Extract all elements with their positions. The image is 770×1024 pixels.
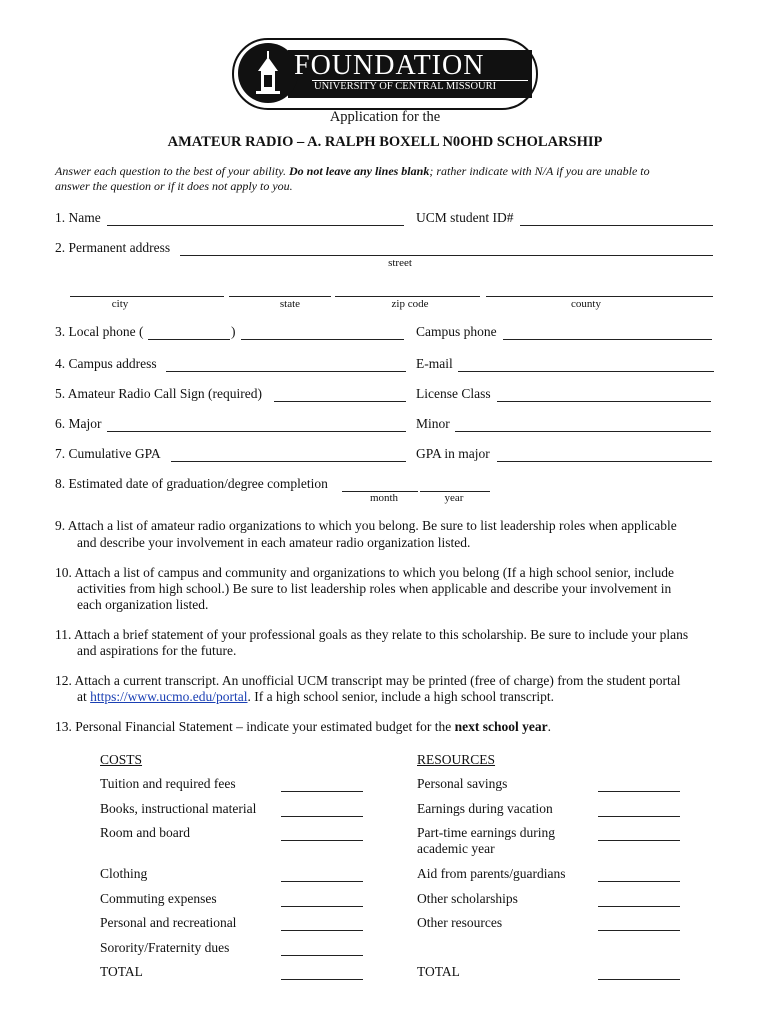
resource-total: TOTAL <box>417 964 460 979</box>
cost-room-board-field[interactable] <box>281 840 363 841</box>
call-sign-label: 5. Amateur Radio Call Sign (required) <box>55 386 262 401</box>
resource-savings-field[interactable] <box>598 791 680 792</box>
q11-line-1: 11. Attach a brief statement of your professional goals as they relate to this scholarship. Be sure to include your plans <box>55 627 689 642</box>
name-label: 1. Name <box>55 210 101 225</box>
student-id-field[interactable] <box>520 225 713 226</box>
cost-sorority: Sorority/Fraternity dues <box>100 940 230 955</box>
cost-tuition-field[interactable] <box>281 791 363 792</box>
street-caption: street <box>388 257 412 269</box>
cost-personal: Personal and recreational <box>100 915 237 930</box>
foundation-logo <box>232 38 538 110</box>
resources-header: RESOURCES <box>417 752 496 767</box>
county-field[interactable] <box>486 296 713 297</box>
cost-personal-field[interactable] <box>281 930 363 931</box>
area-code-close: ) <box>231 324 236 339</box>
county-caption: county <box>571 298 601 310</box>
portal-link[interactable]: https://www.ucmo.edu/portal <box>90 689 248 704</box>
resource-vacation-field[interactable] <box>598 816 680 817</box>
cumulative-gpa-label: 7. Cumulative GPA <box>55 446 161 461</box>
graduation-date-label: 8. Estimated date of graduation/degree completion <box>55 476 328 491</box>
scholarship-title: AMATEUR RADIO – A. RALPH BOXELL N0OHD SCHOLARSHIP <box>167 134 603 150</box>
year-caption: year <box>444 492 464 504</box>
q10-line-3: each organization listed. <box>77 597 209 612</box>
logo-word-sub: UNIVERSITY OF CENTRAL MISSOURI <box>314 81 497 92</box>
area-code-field[interactable] <box>148 339 230 340</box>
q10-line-2: activities from high school.) Be sure to list leadership roles when applicable and describe your involvement in <box>77 581 672 596</box>
cost-books-field[interactable] <box>281 816 363 817</box>
state-field[interactable] <box>229 296 331 297</box>
q9-line-1: 9. Attach a list of amateur radio organizations to which you belong. Be sure to list leadership roles when applicable <box>55 518 677 533</box>
month-caption: month <box>369 492 399 504</box>
student-id-label: UCM student ID# <box>416 210 514 225</box>
email-label: E-mail <box>416 356 453 371</box>
q12-line-2 <box>77 689 554 705</box>
cost-sorority-field[interactable] <box>281 955 363 956</box>
q13-pre: 13. Personal Financial Statement – indicate your estimated budget for the <box>55 719 455 734</box>
resource-other-field[interactable] <box>598 930 680 931</box>
local-phone-label: 3. Local phone ( <box>55 324 144 339</box>
instructions-bold: Do not leave any lines blank <box>288 164 430 178</box>
instructions-line-2: answer the question or if it does not apply to you. <box>55 179 293 193</box>
cost-clothing-field[interactable] <box>281 881 363 882</box>
bell-tower-icon <box>238 43 298 103</box>
email-field[interactable] <box>458 371 714 372</box>
q12-at: at <box>77 689 91 704</box>
major-field[interactable] <box>107 431 406 432</box>
resource-part-time: Part-time earnings during <box>417 825 555 840</box>
cumulative-gpa-field[interactable] <box>171 461 406 462</box>
minor-label: Minor <box>416 416 450 431</box>
campus-phone-label: Campus phone <box>416 324 497 339</box>
resource-scholarships: Other scholarships <box>417 891 518 906</box>
state-caption: state <box>279 298 301 310</box>
resource-total-field[interactable] <box>598 979 680 980</box>
costs-header: COSTS <box>100 752 143 767</box>
gpa-major-label: GPA in major <box>416 446 490 461</box>
local-phone-field[interactable] <box>241 339 404 340</box>
instructions-part-2: ; rather indicate with N/A if you are unable to <box>429 164 650 178</box>
instructions-part-1: Answer each question to the best of your ability. <box>55 164 289 178</box>
resource-scholarships-field[interactable] <box>598 906 680 907</box>
instructions-line-1 <box>55 164 650 179</box>
cost-total: TOTAL <box>100 964 143 979</box>
cost-books: Books, instructional material <box>100 801 257 816</box>
resource-part-time-field[interactable] <box>598 840 680 841</box>
name-field[interactable] <box>107 225 404 226</box>
cost-commuting: Commuting expenses <box>100 891 217 906</box>
permanent-address-label: 2. Permanent address <box>55 240 171 255</box>
campus-address-field[interactable] <box>166 371 406 372</box>
resource-savings: Personal savings <box>417 776 508 791</box>
license-class-field[interactable] <box>497 401 711 402</box>
logo-word-main: FOUNDATION <box>294 50 485 81</box>
city-field[interactable] <box>70 296 224 297</box>
cost-tuition: Tuition and required fees <box>100 776 236 791</box>
resource-parents: Aid from parents/guardians <box>417 866 566 881</box>
resource-vacation: Earnings during vacation <box>417 801 553 816</box>
application-for-heading: Application for the <box>329 109 441 125</box>
zip-field[interactable] <box>335 296 480 297</box>
q10-line-1: 10. Attach a list of campus and community and organizations to which you belong (If a high school senior, include <box>55 565 674 580</box>
resource-parents-field[interactable] <box>598 881 680 882</box>
major-label: 6. Major <box>55 416 102 431</box>
cost-total-field[interactable] <box>281 979 363 980</box>
resource-other: Other resources <box>417 915 503 930</box>
q13-line <box>55 719 551 735</box>
city-caption: city <box>111 298 129 310</box>
minor-field[interactable] <box>455 431 711 432</box>
q11-line-2: and aspirations for the future. <box>77 643 237 658</box>
campus-address-label: 4. Campus address <box>55 356 157 371</box>
cost-commuting-field[interactable] <box>281 906 363 907</box>
cost-room-board: Room and board <box>100 825 190 840</box>
campus-phone-field[interactable] <box>503 339 712 340</box>
q13-bold: next school year <box>454 719 548 734</box>
zip-caption: zip code <box>391 298 429 310</box>
q13-post: . <box>547 719 552 734</box>
q12-rest: . If a high school senior, include a high school transcript. <box>247 689 554 704</box>
call-sign-field[interactable] <box>274 401 406 402</box>
street-field[interactable] <box>180 255 713 256</box>
q9-line-2: and describe your involvement in each amateur radio organization listed. <box>77 535 471 550</box>
license-class-label: License Class <box>416 386 491 401</box>
q12-line-1: 12. Attach a current transcript. An unofficial UCM transcript may be printed (free of charge) from the student portal <box>55 673 681 688</box>
resource-part-time-2: academic year <box>417 841 495 856</box>
cost-clothing: Clothing <box>100 866 148 881</box>
gpa-major-field[interactable] <box>497 461 712 462</box>
